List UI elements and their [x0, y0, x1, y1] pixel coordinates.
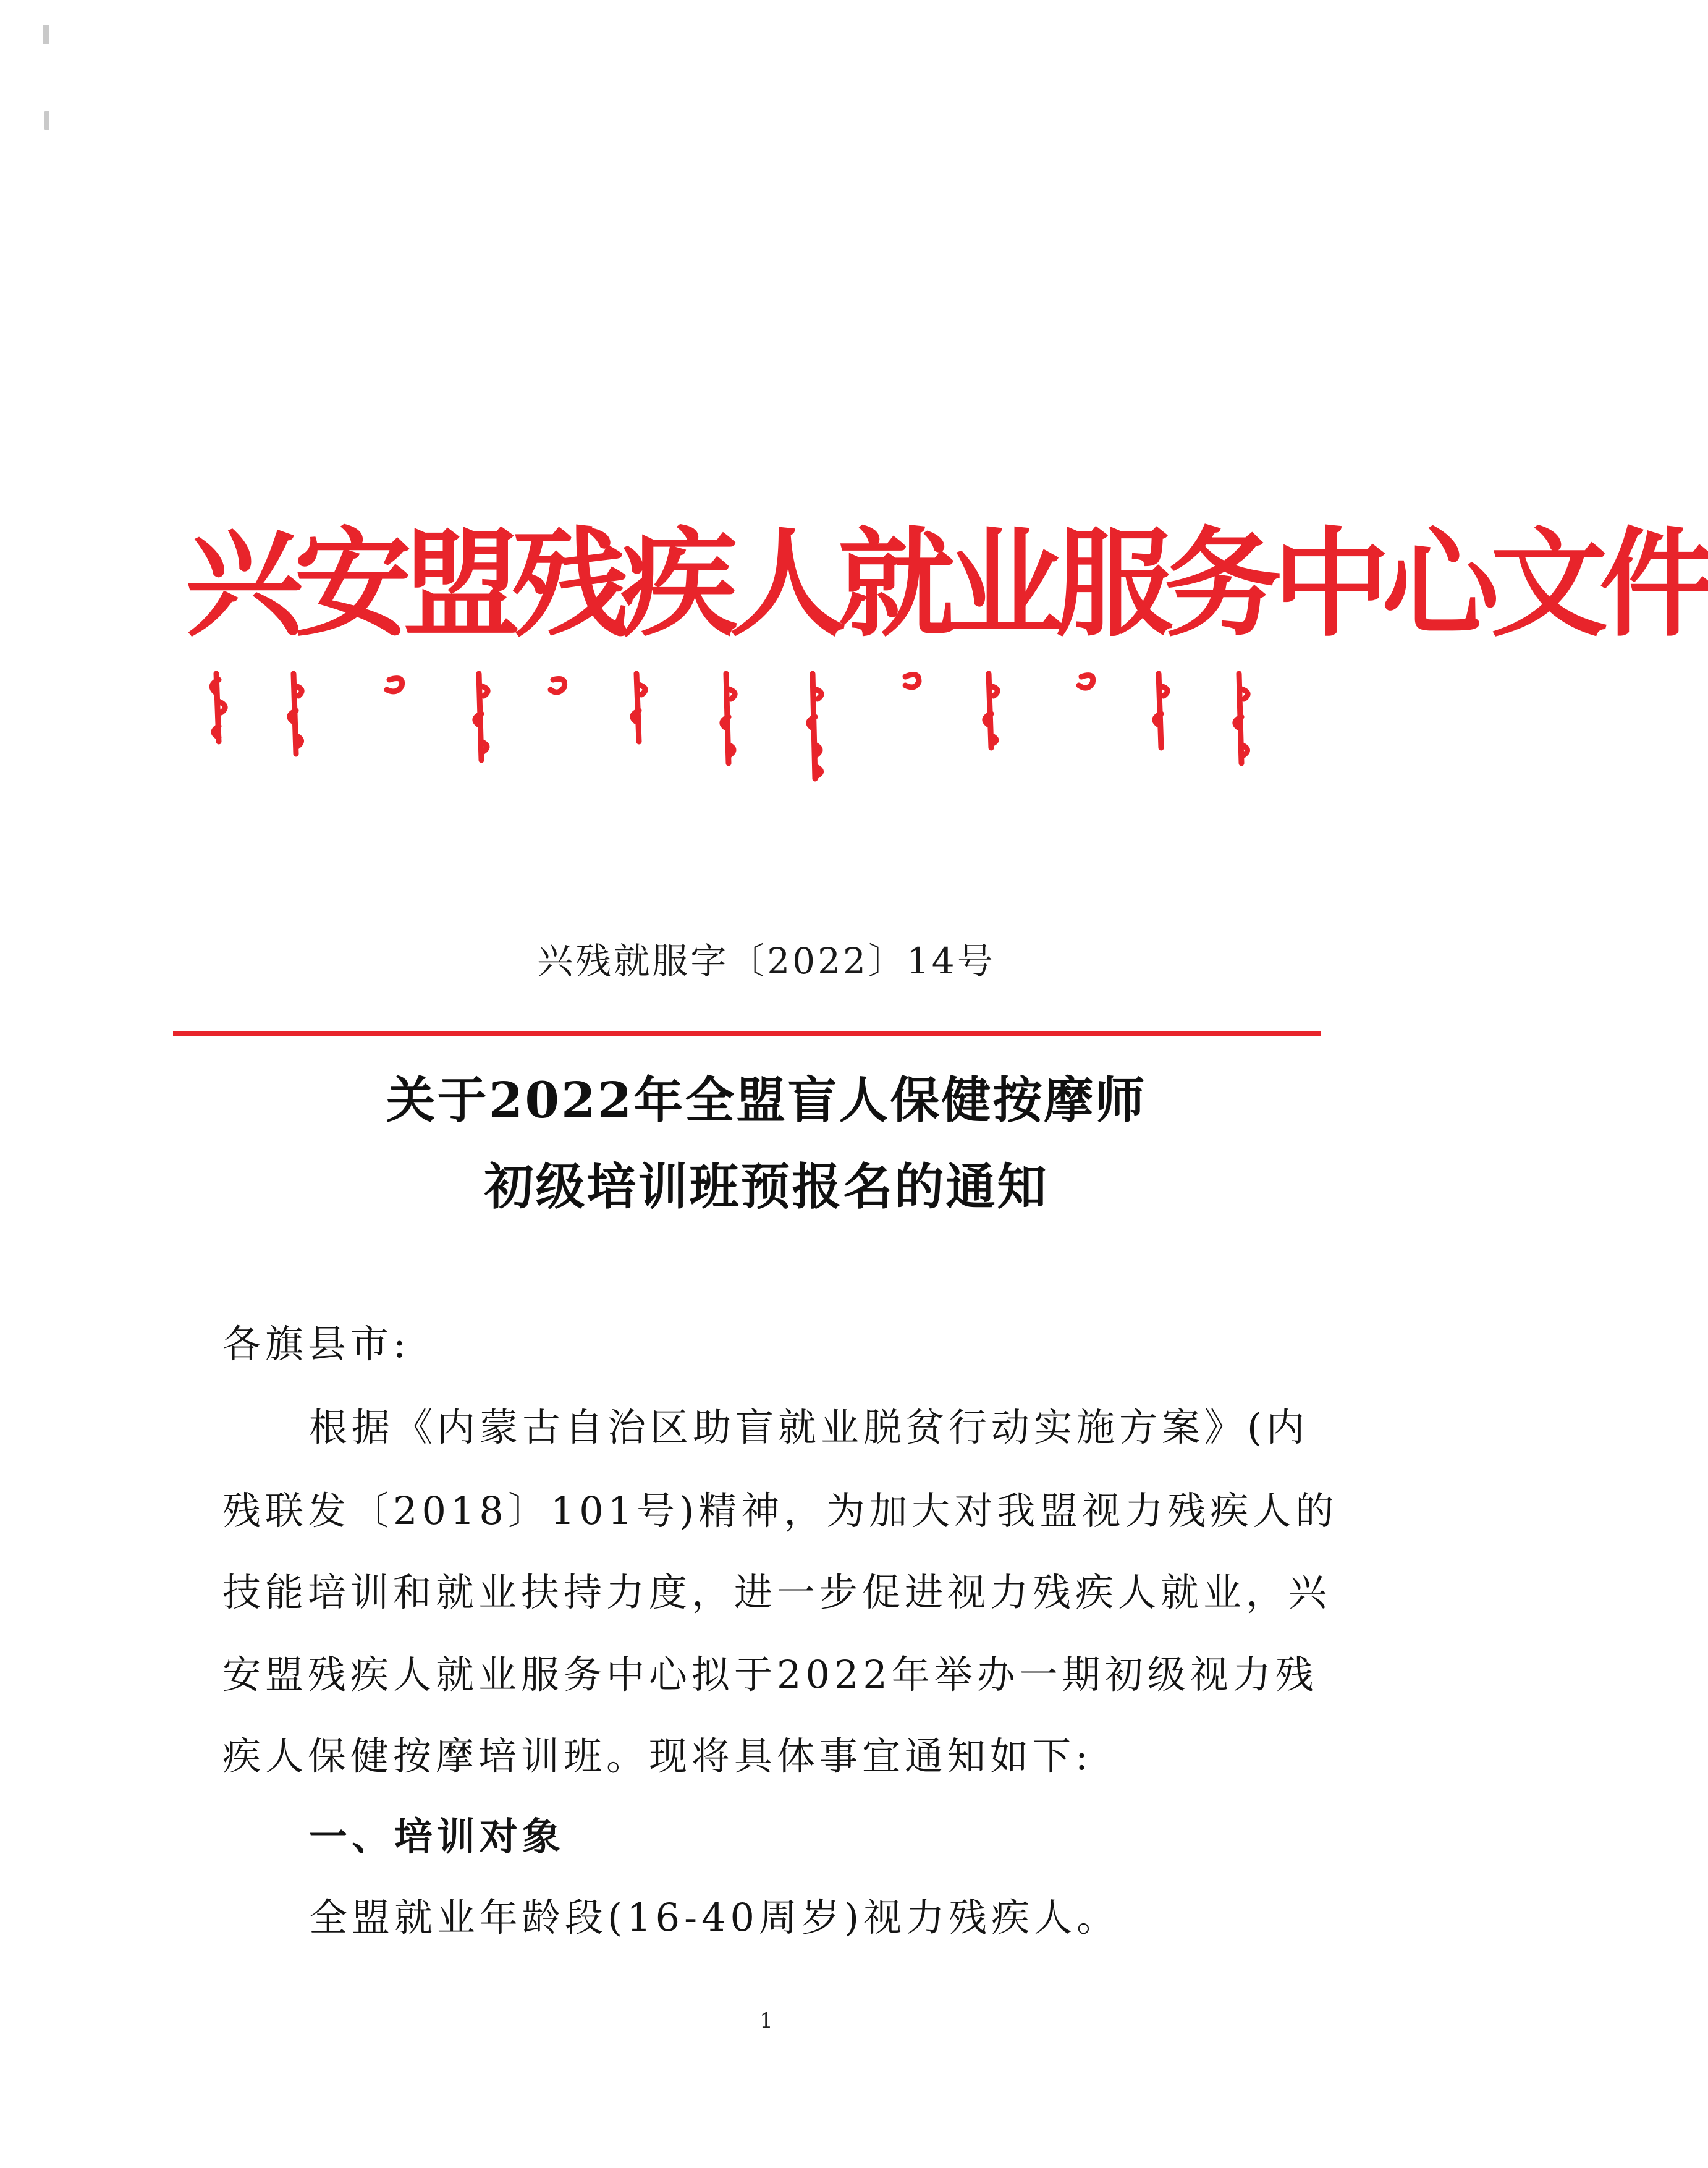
- mongolian-word: [985, 674, 997, 748]
- document-number: 兴残就服字〔2022〕14号: [537, 940, 996, 982]
- mongolian-word: [1155, 674, 1167, 748]
- section-text: 全盟就业年龄段(16-40周岁)视力残疾人。: [309, 1895, 1120, 1940]
- mongolian-word: [290, 674, 302, 754]
- paragraph-line: 技能培训和就业扶持力度，进一步促进视力残疾人就业，兴: [222, 1570, 1332, 1615]
- red-divider: [173, 1031, 1321, 1036]
- mongolian-word: [1235, 674, 1248, 763]
- mongolian-word: [722, 674, 735, 763]
- mongolian-word: [633, 674, 645, 742]
- mongolian-word: [475, 674, 488, 760]
- scan-artifact: [44, 111, 49, 130]
- mongolian-word: [905, 674, 919, 687]
- masthead-title: 兴安盟残疾人就业服务中心文件: [185, 515, 1708, 653]
- paragraph-line: 根据《内蒙古自治区助盲就业脱贫行动实施方案》(内: [309, 1405, 1309, 1450]
- paragraph-line: 疾人保健按摩培训班。现将具体事宜通知如下:: [222, 1734, 1093, 1779]
- mongolian-word: [1079, 675, 1093, 688]
- mongolian-word: [387, 679, 402, 692]
- scan-artifact: [43, 25, 49, 44]
- salutation: 各旗县市:: [222, 1321, 410, 1366]
- mongolian-word: [809, 674, 821, 779]
- paragraph-line: 安盟残疾人就业服务中心拟于2022年举办一期初级视力残: [222, 1652, 1318, 1697]
- page-number: 1: [759, 2009, 773, 2033]
- document-title-line-1: 关于2022年全盟盲人保健按摩师: [386, 1071, 1147, 1129]
- section-heading: 一、培训对象: [309, 1814, 565, 1859]
- document-title-line-2: 初级培训班预报名的通知: [484, 1158, 1049, 1216]
- mongolian-word: [551, 679, 565, 693]
- mongolian-word: [212, 674, 225, 742]
- mongolian-script-heading: [204, 667, 1316, 785]
- paragraph-line: 残联发〔2018〕101号)精神，为加大对我盟视力残疾人的: [222, 1488, 1338, 1533]
